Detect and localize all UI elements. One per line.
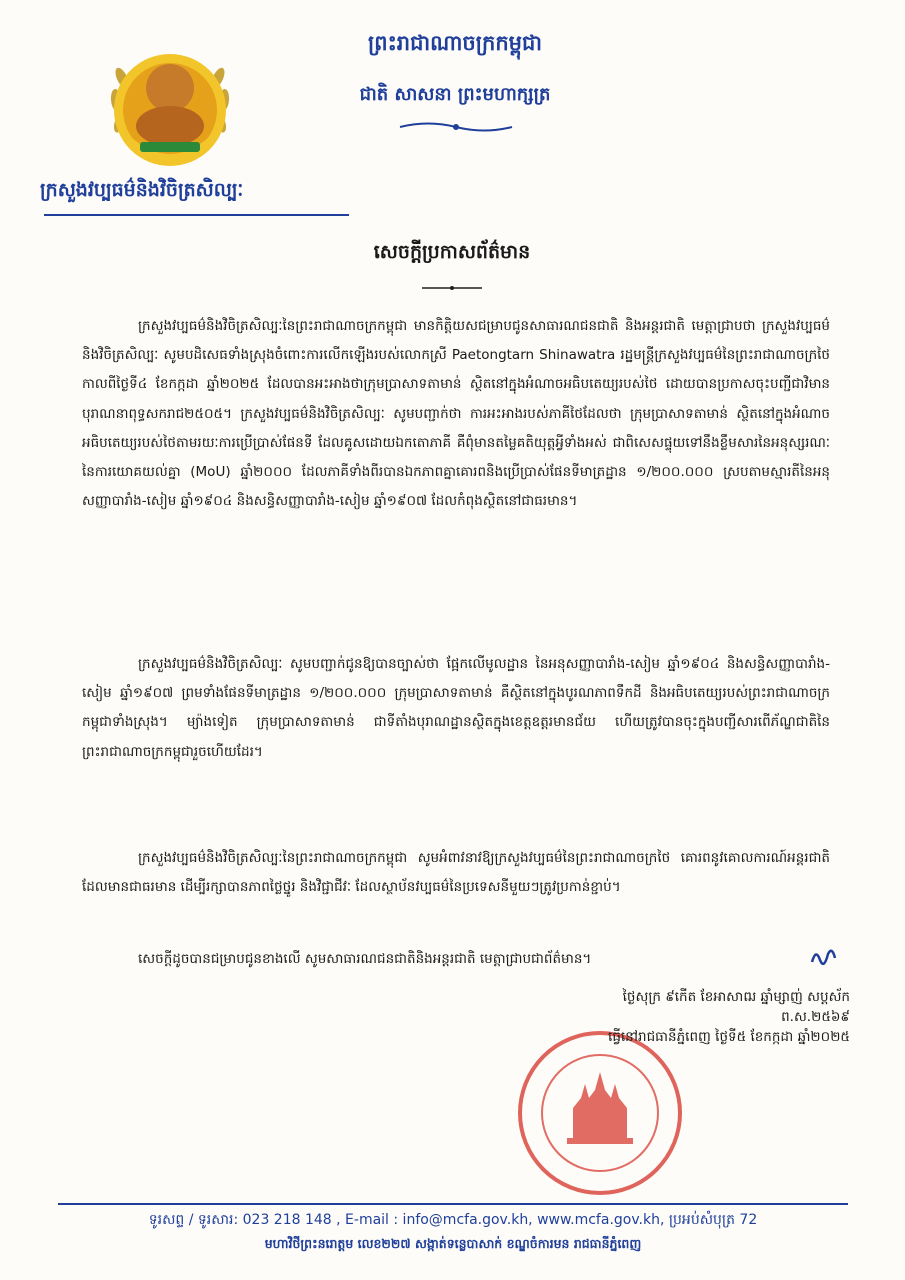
ministry-logo [104,38,236,178]
official-seal [515,1028,685,1198]
paragraph-1: ក្រសួងវប្បធម៌និងវិចិត្រសិល្បៈនៃព្រះរាជាណាចក្រកម្ពុជា មានកិត្តិយសជម្រាបជូនសាធារណជនជាតិ និងអន្តរជាតិ មេត្តាជ្រាបថា ក្រសួងវប្បធម៌និងវិចិត្រសិល្បៈ សូមបដិសេធទាំងស្រុងចំពោះការលើកឡើងរបស់លោកស្រី Paetongtarn Shinawatra រដ្ឋមន្ត្រីក្រសួងវប្បធម៌នៃព្រះរាជាណាចក្រថៃ កាលពីថ្ងៃទី៤ ខែកក្កដា ឆ្នាំ២០២៥ ដែលបានអះអាងថាក្រុមប្រាសាទតាមាន់ ស្ថិតនៅក្នុងអំណាចអធិបតេយ្យរបស់ថៃ ដោយបានប្រកាសចុះបញ្ជីជាវិមានបុរាណនាពុទ្ធសករាជ២៥០៥។ ក្រសួងវប្បធម៌និងវិចិត្រសិល្បៈ សូមបញ្ជាក់ថា ការអះអាងរបស់ភាគីថៃដែលថា ក្រុមប្រាសាទតាមាន់ ស្ថិតនៅក្នុងអំណាចអធិបតេយ្យរបស់ថៃតាមរយៈការប្រើប្រាស់ផែនទី ដែលគូសដោយឯកតោភាគី គឺពុំមានតម្លៃគតិយុត្តអ្វីទាំងអស់ ជាពិសេសផ្ទុយទៅនឹងខ្លឹមសារនៃអនុស្សរណៈនៃការយោគយល់គ្នា (MoU) ឆ្នាំ២០០០ ដែលភាគីទាំងពីរបានឯកភាពគ្នាគោរពនិងប្រើប្រាស់ផែនទីមាត្រដ្ឋាន ១/២០០.០០០ ស្របតាមស្មារតីនៃអនុសញ្ញាបារាំង-សៀម ឆ្នាំ១៩០៤ និងសន្ធិសញ្ញាបារាំង-សៀម ឆ្នាំ១៩០៧ ដែលកំពុងស្ថិតនៅជាធរមាន។ [82,318,830,510]
document-title: សេចក្តីប្រកាសព័ត៌មាន [373,241,531,263]
signature-mark [808,944,838,970]
kingdom-heading: ព្រះរាជាណាចក្រកម្ពុជា [367,31,542,55]
paragraph-2: ក្រសួងវប្បធម៌និងវិចិត្រសិល្បៈ សូមបញ្ជាក់ជូនឱ្យបានច្បាស់ថា ផ្អែកលើមូលដ្ឋាន នៃអនុសញ្ញាបារាំង-សៀម ឆ្នាំ១៩០៤ និងសន្ធិសញ្ញាបារាំង-សៀម ឆ្នាំ១៩០៧ ព្រមទាំងផែនទីមាត្រដ្ឋាន ១/២០០.០០០ ក្រុមប្រាសាទតាមាន់ គឺស្ថិតនៅក្នុងបូរណភាពទឹកដី និងអធិបតេយ្យរបស់ព្រះរាជាណាចក្រកម្ពុជាទាំងស្រុង។ ម្យ៉ាងទៀត ក្រុមប្រាសាទតាមាន់ ជាទីតាំងបុរាណដ្ឋានស្ថិតក្នុងខេត្តឧត្តរមានជ័យ ហើយត្រូវបានចុះក្នុងបញ្ជីសារពើភ័ណ្ឌជាតិនៃព្រះរាជាណាចក្រកម្ពុជារួចហើយដែរ។ [82,656,830,760]
issue-date-place: ធ្វើនៅរាជធានីភ្នំពេញ ថ្ងៃទី៥ ខែកក្កដា ឆ្នាំ២០២៥ [608,1029,850,1045]
national-motto: ជាតិ សាសនា ព្រះមហាក្សត្រ [359,84,551,105]
footer-rule [58,1203,848,1205]
footer-address: មហាវិថីព្រះនរោត្តម លេខ២២៧ សង្កាត់ទន្លេបាសាក់ ខណ្ឌចំការមន រាជធានីភ្នំពេញ [264,1236,642,1251]
title-ornament [420,284,484,292]
lunar-date: ថ្ងៃសុក្រ ៩កើត ខែអាសាឍ ឆ្នាំម្សាញ់ សប្តស័ក ព.ស.២៥៦៩ [622,989,850,1025]
ministry-name: ក្រសួងវប្បធម៌និងវិចិត្រសិល្បៈ [40,179,244,201]
ministry-underline [44,214,349,216]
footer-contact: ទូរសព្ទ / ទូរសារ: 023 218 148 , E-mail : info@mcfa.gov.kh, www.mcfa.gov.kh, ប្រអប់សំបុត្រ 72 [148,1212,758,1228]
ornament-divider [398,120,514,134]
paragraph-3: ក្រសួងវប្បធម៌និងវិចិត្រសិល្បៈនៃព្រះរាជាណាចក្រកម្ពុជា សូមអំពាវនាវឱ្យក្រសួងវប្បធម៌នៃព្រះរាជាណាចក្រថៃ គោរពនូវគោលការណ៍អន្តរជាតិដែលមានជាធរមាន ដើម្បីរក្សាបានភាពថ្លៃថ្នូរ និងវិជ្ជាជីវៈ ដែលស្ថាប័នវប្បធម៌នៃប្រទេសនីមួយៗត្រូវប្រកាន់ខ្ជាប់។ [82,850,830,896]
paragraph-4: សេចក្តីដូចបានជម្រាបជូនខាងលើ សូមសាធារណជនជាតិនិងអន្តរជាតិ មេត្តាជ្រាបជាព័ត៌មាន។ [138,951,592,967]
